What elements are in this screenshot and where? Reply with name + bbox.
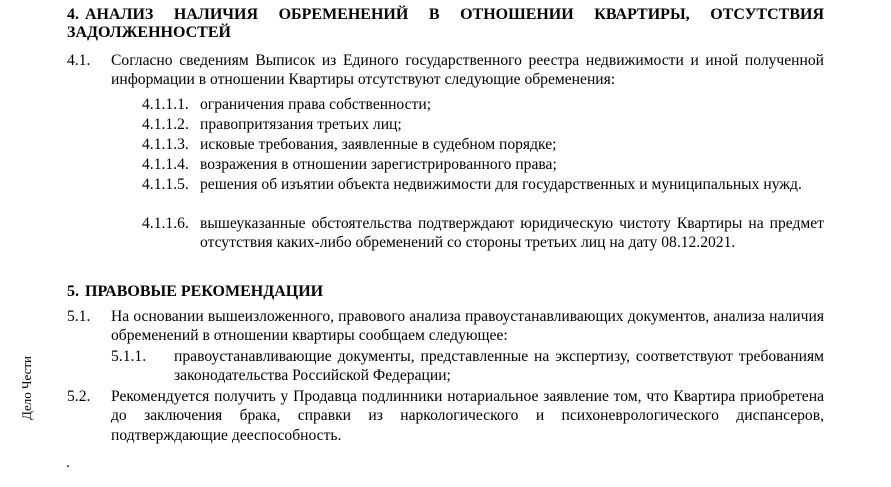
paragraph-text: Согласно сведениям Выписок из Единого государственного реестра недвижимости и иной полученной информации в отношении Квартиры отсутствуют следующие обременения:	[111, 52, 824, 89]
list-item-number: 4.1.1.5.	[142, 176, 189, 193]
footer-mark: .	[66, 455, 70, 471]
side-watermark-text: Дело Чести	[19, 356, 34, 420]
list-item-text: вышеуказанные обстоятельства подтверждают юридическую чистоту Квартиры на предмет отсутствия каких-либо обременений со стороны третьих лиц на дату 08.12.2021.	[200, 215, 824, 252]
list-item-text: решения об изъятии объекта недвижимости для государственных и муниципальных нужд.	[200, 176, 802, 193]
section-4-heading	[67, 6, 824, 42]
paragraph-number: 5.1.	[67, 308, 91, 325]
paragraph-number: 4.1.	[67, 52, 91, 69]
list-item-text: исковые требования, заявленные в судебном порядке;	[200, 136, 557, 153]
paragraph-text: Рекомендуется получить у Продавца подлинники нотариальное заявление том, что Квартира приобретена до заключения брака, справки из наркологического и психоневрологического диспансеров, подтверждающие дееспособность.	[111, 388, 824, 444]
section-5-heading	[67, 283, 824, 301]
list-item-number: 4.1.1.6.	[142, 215, 189, 232]
list-item-text: ограничения права собственности;	[200, 96, 432, 113]
list-item-text: возражения в отношении зарегистрированного права;	[200, 156, 557, 173]
section-5-number: 5.	[67, 283, 79, 300]
section-4-number: 4.	[67, 6, 79, 23]
list-item-text: правопритязания третьих лиц;	[200, 116, 402, 133]
paragraph-number: 5.1.1.	[111, 348, 147, 365]
list-item-number: 4.1.1.1.	[142, 96, 189, 113]
section-5-title: ПРАВОВЫЕ РЕКОМЕНДАЦИИ	[85, 283, 324, 300]
list-item-number: 4.1.1.3.	[142, 136, 189, 153]
paragraph-number: 5.2.	[67, 388, 91, 405]
paragraph-text: На основании вышеизложенного, правового анализа правоустанавливающих документов, анализа наличия обременений в отношении квартиры сообщаем следующее:	[111, 308, 824, 345]
list-item-number: 4.1.1.2.	[142, 116, 189, 133]
section-4-title: АНАЛИЗ НАЛИЧИЯ ОБРЕМЕНЕНИЙ В ОТНОШЕНИИ КВАРТИРЫ, ОТСУТСТВИЯ ЗАДОЛЖЕННОСТЕЙ	[67, 6, 824, 41]
paragraph-text: правоустанавливающие документы, представленные на экспертизу, соответствуют требованиям законодательства Российской Федерации;	[174, 348, 824, 385]
list-item-number: 4.1.1.4.	[142, 156, 189, 173]
